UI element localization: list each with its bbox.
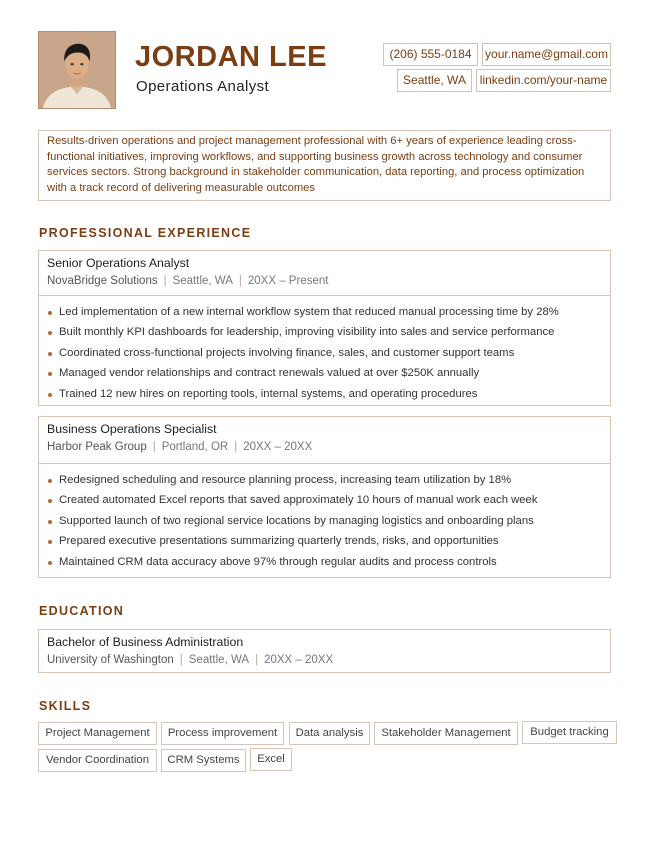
separator: | <box>152 441 156 453</box>
job-dates: 20XX – Present <box>247 275 329 287</box>
job-bullets <box>39 296 610 404</box>
job-entry-2 <box>38 416 611 578</box>
bullet-item: Led implementation of a new internal workflow system that reduced manual processing time by 28% <box>47 302 602 322</box>
separator: | <box>163 275 167 287</box>
education-dates: 20XX – 20XX <box>264 654 334 666</box>
job-header <box>39 417 610 464</box>
job-location: Portland, OR <box>161 441 229 453</box>
separator: | <box>234 441 238 453</box>
degree: Bachelor of Business Administration <box>47 635 244 649</box>
job-company: Harbor Peak Group <box>47 441 147 453</box>
separator: | <box>238 275 242 287</box>
skill-tag: Data analysis <box>289 722 370 745</box>
school: University of Washington <box>47 654 174 666</box>
bullet-item: Redesigned scheduling and resource planning process, increasing team utilization by 18% <box>47 470 602 490</box>
job-dates: 20XX – 20XX <box>243 441 313 453</box>
skill-tag: CRM Systems <box>161 749 246 772</box>
skill-tag: Process improvement <box>161 722 284 745</box>
job-role: Senior Operations Analyst <box>47 256 190 270</box>
location-contact: Seattle, WA <box>397 69 472 92</box>
job-header <box>39 251 610 296</box>
skill-tag: Stakeholder Management <box>374 722 518 745</box>
email-contact[interactable]: your.name@gmail.com <box>482 43 611 66</box>
job-bullets <box>39 464 610 572</box>
job-entry-1 <box>38 250 611 406</box>
separator: | <box>179 654 183 666</box>
experience-heading: PROFESSIONAL EXPERIENCE <box>39 226 252 240</box>
education-heading: EDUCATION <box>39 604 125 618</box>
bullet-item: Created automated Excel reports that saved approximately 10 hours of manual work each week <box>47 490 602 510</box>
education-entry <box>38 629 611 673</box>
profile-photo <box>38 31 116 109</box>
job-meta <box>47 272 602 291</box>
bullet-item: Built monthly KPI dashboards for leadership, improving visibility into sales and service performance <box>47 322 602 342</box>
candidate-name: JORDAN LEE <box>135 41 327 73</box>
person-portrait-icon <box>39 32 115 108</box>
job-meta <box>47 438 602 457</box>
phone-contact[interactable]: (206) 555-0184 <box>383 43 478 66</box>
job-location: Seattle, WA <box>172 275 233 287</box>
bullet-item: Coordinated cross-functional projects involving finance, sales, and customer support teams <box>47 343 602 363</box>
skill-tag: Excel <box>250 748 292 771</box>
job-role: Business Operations Specialist <box>47 422 217 436</box>
education-meta <box>47 651 602 670</box>
bullet-item: Maintained CRM data accuracy above 97% through regular audits and process controls <box>47 552 602 572</box>
education-location: Seattle, WA <box>188 654 250 666</box>
skill-tag: Project Management <box>38 722 157 745</box>
job-company: NovaBridge Solutions <box>47 275 158 287</box>
candidate-title: Operations Analyst <box>136 78 270 95</box>
bullet-item: Prepared executive presentations summarizing quarterly trends, risks, and opportunities <box>47 531 602 551</box>
bullet-item: Managed vendor relationships and contract renewals valued at over $250K annually <box>47 363 602 383</box>
professional-summary: Results-driven operations and project management professional with 6+ years of experience leading cross-functional initiatives, improving workflows, and supporting business growth across technology and consumer services sectors. Strong background in stakeholder communication, data reporting, and process optimization with a track record of delivering measurable outcomes <box>38 130 611 201</box>
skills-heading: SKILLS <box>39 699 92 713</box>
skill-tag: Budget tracking <box>522 721 617 744</box>
bullet-item: Supported launch of two regional service locations by managing logistics and onboarding plans <box>47 511 602 531</box>
skill-tag: Vendor Coordination <box>38 749 157 772</box>
separator: | <box>255 654 259 666</box>
bullet-item: Trained 12 new hires on reporting tools, internal systems, and operating procedures <box>47 384 602 404</box>
linkedin-contact[interactable]: linkedin.com/your-name <box>476 69 611 92</box>
